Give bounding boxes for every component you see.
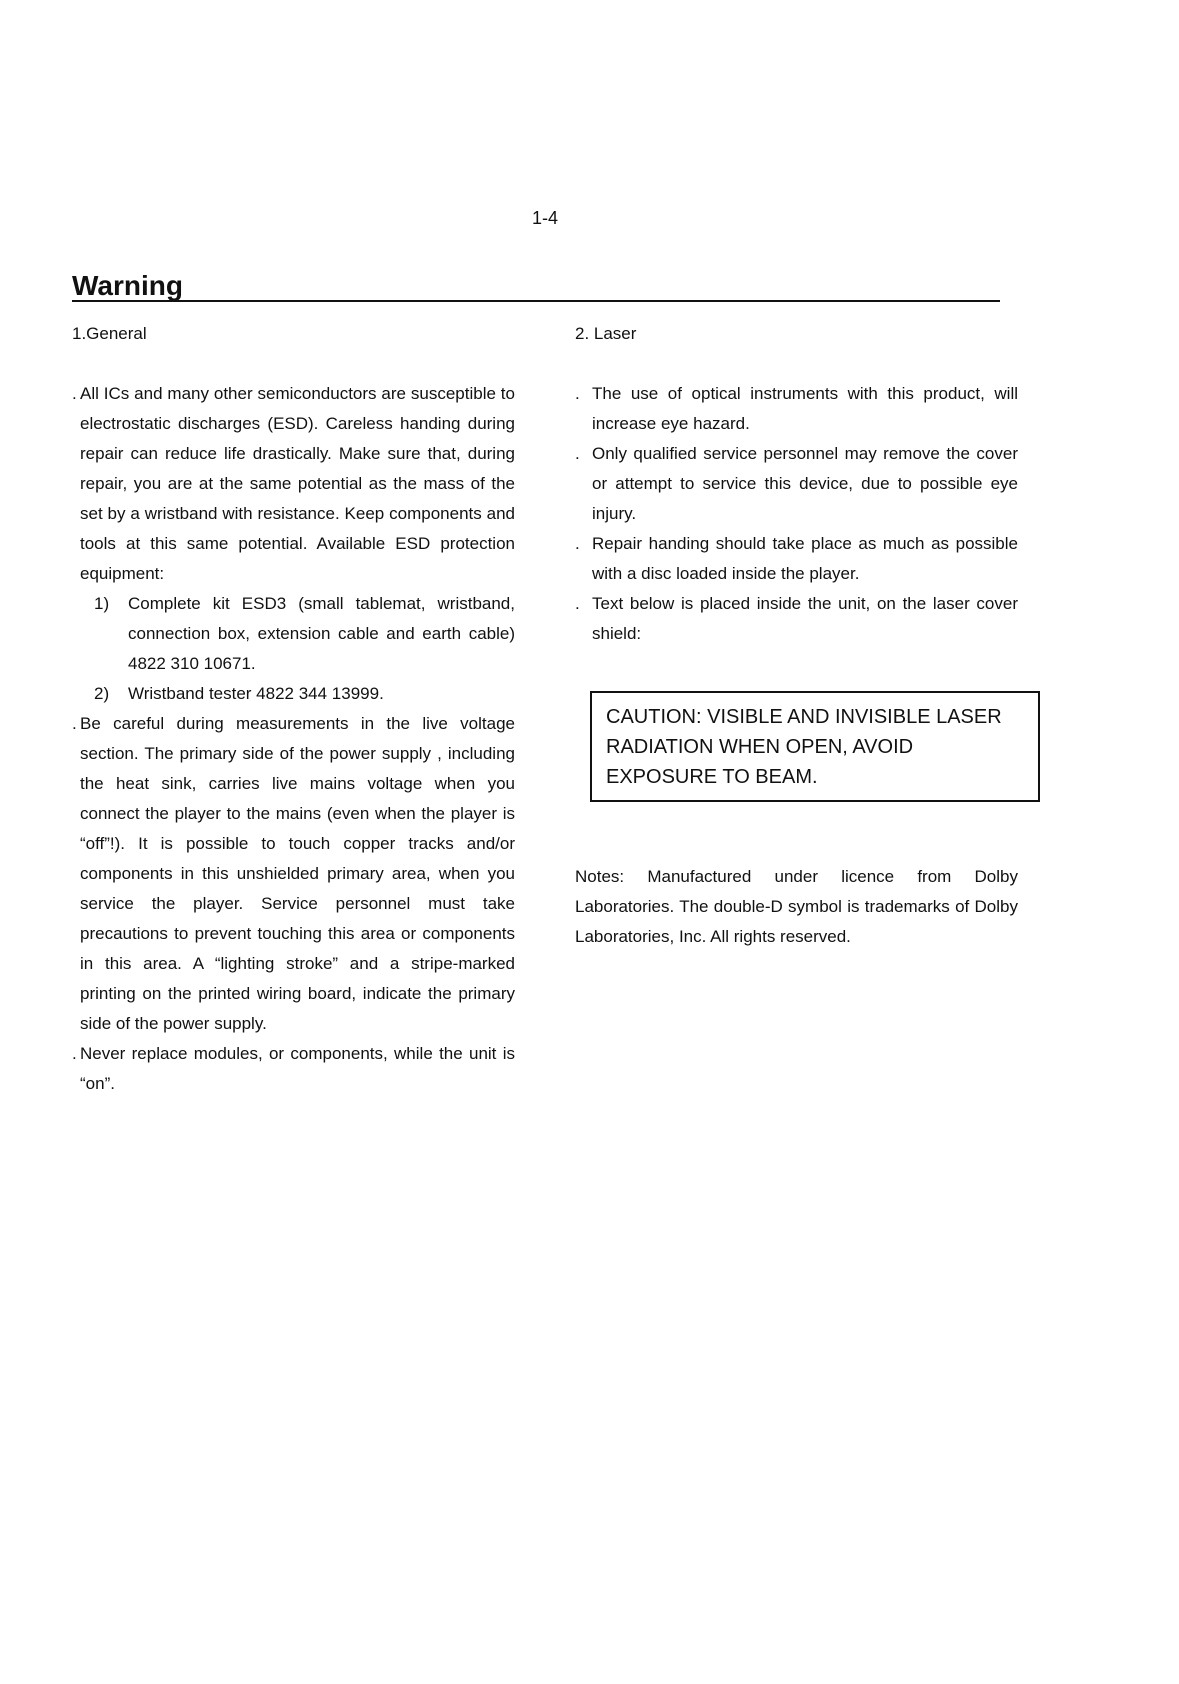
general-heading: 1.General	[72, 324, 147, 343]
laser-column	[575, 319, 1018, 969]
laser-item-3	[575, 529, 1018, 589]
dolby-notes: Notes: Manufactured under licence from Dolby Laboratories. The double-D symbol is trademarks of Dolby Laboratories, Inc. All rights reserved.	[575, 867, 1018, 946]
esd-item-text: Wristband tester 4822 344 13999.	[128, 684, 384, 703]
bullet-dot: .	[72, 1044, 77, 1063]
modules-paragraph	[72, 1039, 515, 1099]
laser-item-4	[575, 589, 1018, 649]
laser-item-text: The use of optical instruments with this product, will increase eye hazard.	[592, 384, 1018, 433]
laser-item-2	[575, 439, 1018, 529]
modules-text: Never replace modules, or components, while the unit is “on”.	[80, 1044, 515, 1093]
bullet-dot: .	[72, 384, 77, 403]
caution-box: CAUTION: VISIBLE AND INVISIBLE LASER RADIATION WHEN OPEN, AVOID EXPOSURE TO BEAM.	[590, 691, 1040, 802]
esd-item-number: 1)	[94, 594, 110, 613]
esd-item-1	[72, 589, 515, 679]
page-number: 1-4	[531, 208, 558, 228]
laser-item-text: Repair handing should take place as much as possible with a disc loaded inside the player.	[592, 534, 1018, 583]
esd-item-number: 2)	[94, 684, 110, 703]
voltage-text: Be careful during measurements in the live voltage section. The primary side of the power supply , including the heat sink, carries live mains voltage when you connect the player to the mains (even when the player is “off”!). It is possible to touch copper tracks and/or components in this unshielded primary area, when you service the player. Service personnel must take precautions to prevent touching this area or components in this area. A “lighting stroke” and a stripe-marked printing on the printed wiring board, indicate the primary side of the power supply.	[80, 714, 515, 1033]
laser-item-text: Only qualified service personnel may remove the cover or attempt to service this device, due to possible eye injury.	[592, 444, 1018, 523]
bullet-dot: .	[575, 534, 580, 553]
laser-heading: 2. Laser	[575, 324, 637, 343]
voltage-paragraph	[72, 709, 515, 1039]
general-column	[72, 319, 515, 1099]
laser-item-text: Text below is placed inside the unit, on the laser cover shield:	[592, 594, 1018, 643]
esd-item-text: Complete kit ESD3 (small tablemat, wristband, connection box, extension cable and earth cable) 4822 310 10671.	[128, 594, 515, 673]
esd-item-2	[72, 679, 515, 709]
esd-paragraph	[72, 379, 515, 589]
title-underline	[72, 300, 1000, 302]
bullet-dot: .	[575, 384, 580, 403]
bullet-dot: .	[575, 594, 580, 613]
laser-item-1	[575, 379, 1018, 439]
bullet-dot: .	[575, 444, 580, 463]
page-title: Warning	[72, 270, 183, 301]
bullet-dot: .	[72, 714, 77, 733]
esd-text: All ICs and many other semiconductors are susceptible to electrostatic discharges (ESD). Careless handing during repair can reduce life drastically. Make sure that, during repair, you are at the same potential as the mass of the set by a wristband with resistance. Keep components and tools at this same potential. Available ESD protection equipment:	[80, 384, 515, 583]
